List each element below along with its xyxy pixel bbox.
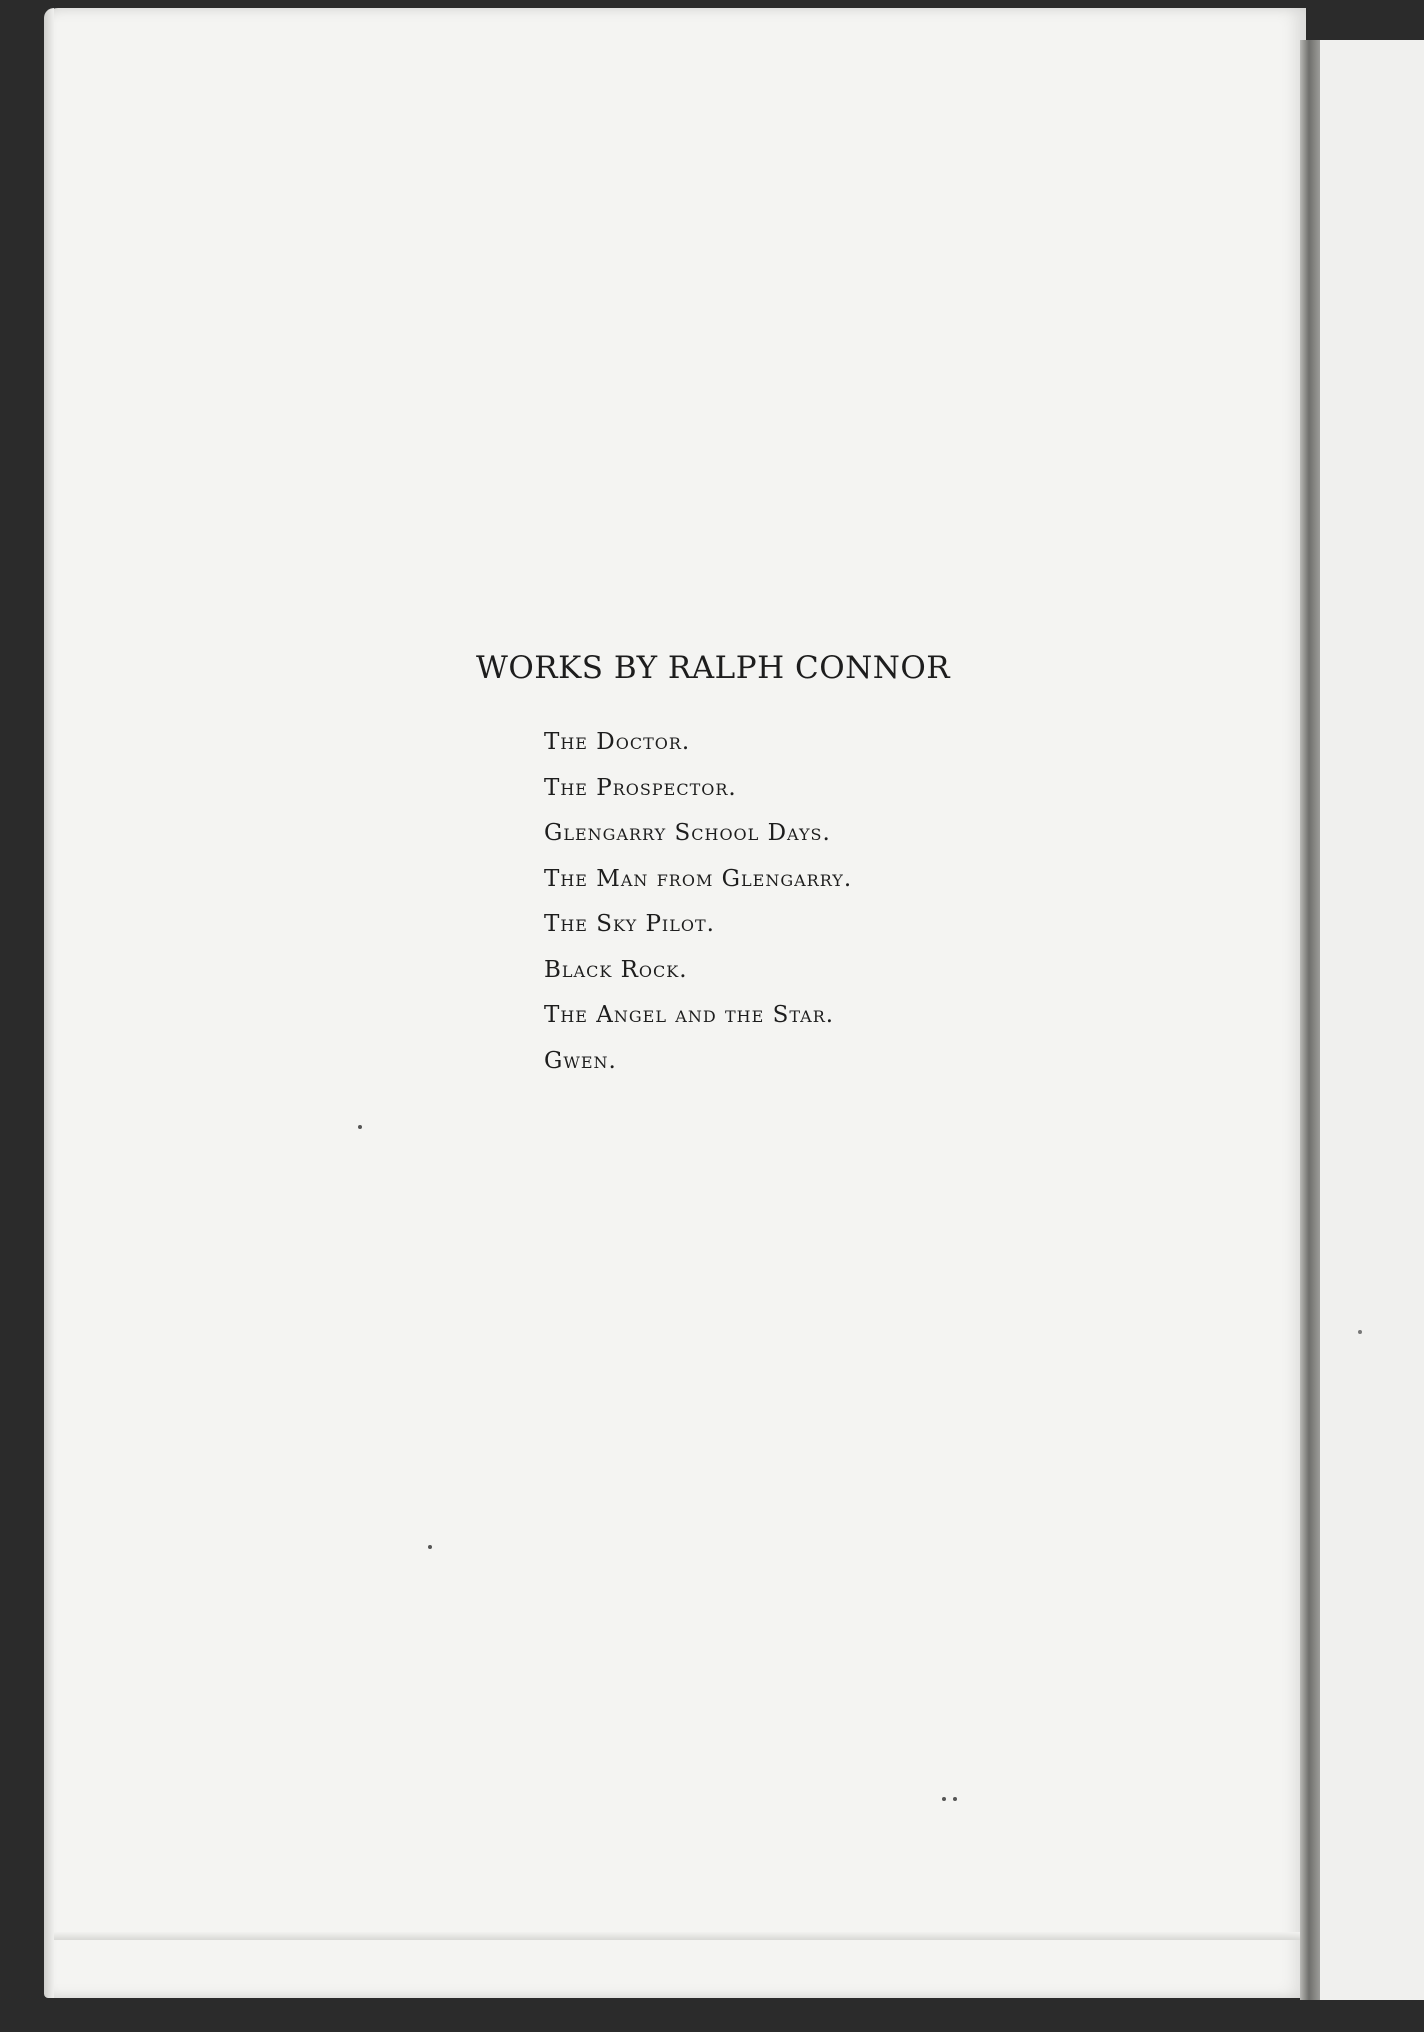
dust-speck <box>358 1125 362 1129</box>
page-left-edge <box>44 8 54 1998</box>
work-title: The Prospector. <box>544 774 737 801</box>
works-list-block <box>470 650 1010 1084</box>
work-title: The Sky Pilot. <box>544 911 715 937</box>
book-gutter <box>1300 40 1320 2000</box>
page-bottom-edge <box>54 1932 1306 1940</box>
works-list <box>470 720 1010 1084</box>
page-heading: WORKS BY RALPH CONNOR <box>476 650 951 686</box>
work-title: The Angel and the Star. <box>544 1002 835 1028</box>
work-title: The Doctor. <box>544 729 691 755</box>
facing-page-edge <box>1320 40 1424 2000</box>
work-title: Gwen. <box>544 1047 617 1074</box>
dust-speck <box>428 1545 432 1549</box>
work-title: Black Rock. <box>544 956 688 983</box>
work-title: Glengarry School Days. <box>544 820 831 846</box>
work-title: The Man from Glengarry. <box>544 865 853 892</box>
dust-speck <box>953 1797 957 1801</box>
dust-speck <box>942 1797 946 1801</box>
dust-speck <box>1358 1330 1362 1334</box>
